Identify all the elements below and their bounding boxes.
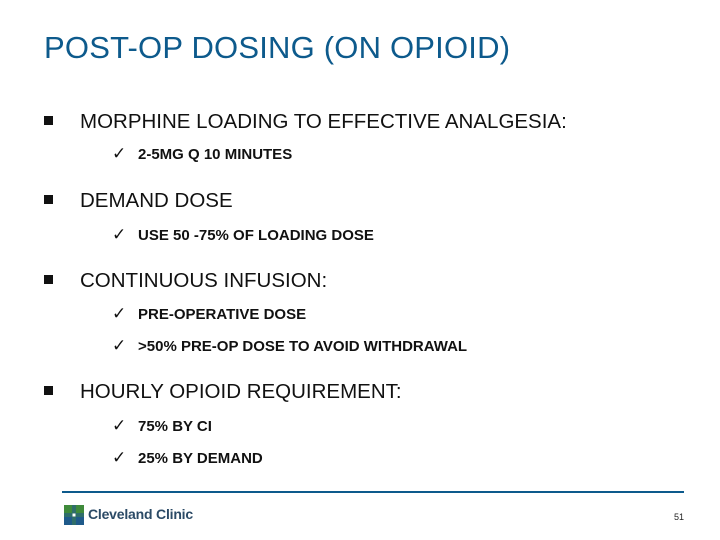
cleveland-clinic-logo-icon [64, 505, 84, 525]
sub-bullet-text: 75% BY CI [138, 418, 212, 435]
checkmark-icon: ✓ [112, 416, 127, 436]
logo-wordmark: Cleveland Clinic [88, 506, 193, 522]
bullet-text: CONTINUOUS INFUSION: [80, 269, 328, 292]
bullet-text: MORPHINE LOADING TO EFFECTIVE ANALGESIA: [80, 110, 567, 133]
checkmark-icon: ✓ [112, 336, 127, 356]
sub-bullet-text: >50% PRE-OP DOSE TO AVOID WITHDRAWAL [138, 338, 468, 355]
checkmark-icon: ✓ [112, 144, 127, 164]
checkmark-icon: ✓ [112, 304, 127, 324]
bullet-text: HOURLY OPIOID REQUIREMENT: [80, 380, 402, 403]
sub-bullet-text: 2-5MG Q 10 MINUTES [138, 146, 293, 163]
slide-title: POST-OP DOSING (ON OPIOID) [44, 30, 511, 65]
square-bullet-icon [44, 195, 53, 204]
sub-bullet-text: 25% BY DEMAND [138, 450, 263, 467]
checkmark-icon: ✓ [112, 225, 127, 245]
page-number: 51 [673, 512, 684, 522]
square-bullet-icon [44, 386, 53, 395]
bullet-text: DEMAND DOSE [80, 189, 233, 212]
square-bullet-icon [44, 116, 53, 125]
square-bullet-icon [44, 275, 53, 284]
sub-bullet-text: USE 50 -75% OF LOADING DOSE [138, 227, 374, 244]
checkmark-icon: ✓ [112, 448, 127, 468]
sub-bullet-text: PRE-OPERATIVE DOSE [138, 306, 307, 323]
footer-divider [62, 491, 684, 493]
